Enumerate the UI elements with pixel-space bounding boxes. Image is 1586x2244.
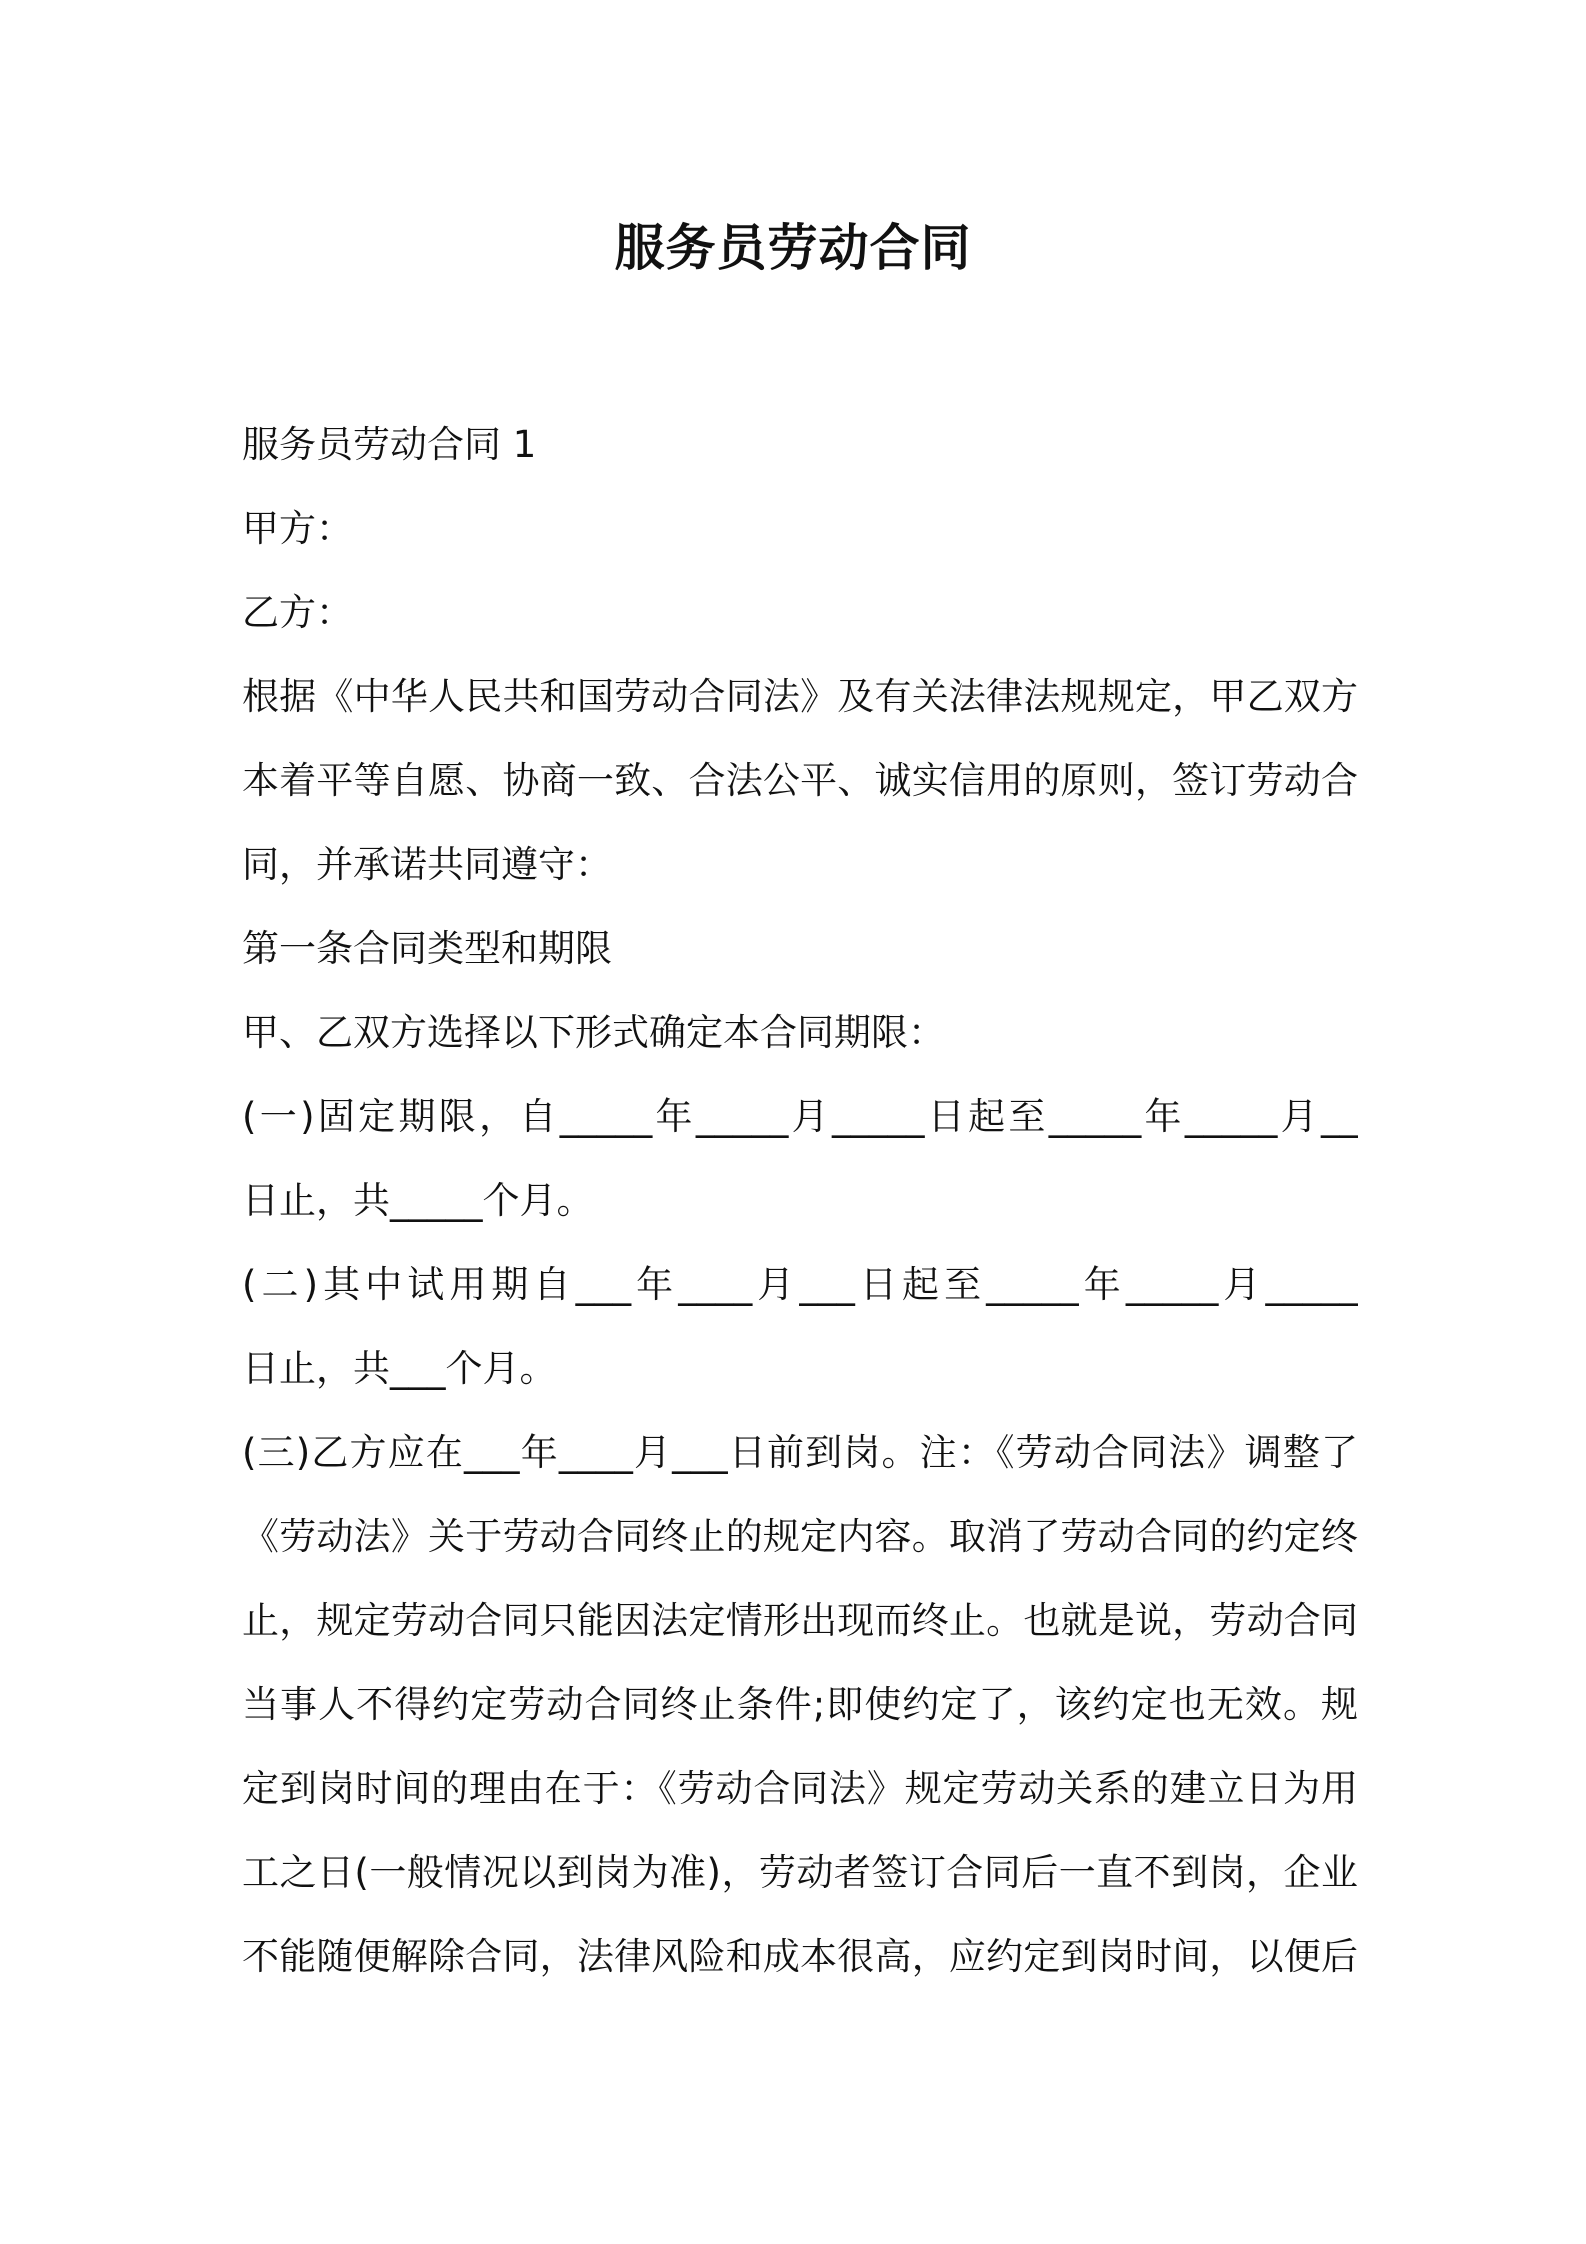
paragraph-line: 止，规定劳动合同只能因法定情形出现而终止。也就是说，劳动合同 — [242, 1599, 1358, 1642]
paragraph-line: 《劳动法》关于劳动合同终止的规定内容。取消了劳动合同的约定终 — [242, 1515, 1358, 1558]
paragraph-line: 本着平等自愿、协商一致、合法公平、诚实信用的原则，签订劳动合 — [242, 759, 1358, 802]
document-title: 服务员劳动合同 — [614, 219, 972, 277]
paragraph-line: (一)固定期限，自_____年_____月_____日起至_____年_____月__ — [242, 1095, 1358, 1138]
section-heading: 服务员劳动合同 1 — [242, 423, 537, 466]
article-heading: 第一条合同类型和期限 — [242, 927, 612, 970]
party-a-line: 甲方： — [242, 507, 353, 550]
paragraph-line: 定到岗时间的理由在于：《劳动合同法》规定劳动关系的建立日为用 — [242, 1767, 1358, 1810]
paragraph-line: 日止，共___个月。 — [242, 1347, 557, 1390]
paragraph-line: 日止，共_____个月。 — [242, 1179, 594, 1222]
document-body — [242, 403, 1358, 1999]
paragraph-line: 甲、乙双方选择以下形式确定本合同期限： — [242, 1011, 945, 1054]
paragraph-line: 当事人不得约定劳动合同终止条件;即使约定了，该约定也无效。规 — [242, 1683, 1358, 1726]
paragraph-line: 不能随便解除合同，法律风险和成本很高，应约定到岗时间，以便后 — [242, 1935, 1358, 1978]
paragraph-line: 工之日(一般情况以到岗为准)，劳动者签订合同后一直不到岗，企业 — [242, 1851, 1358, 1894]
paragraph-line: 根据《中华人民共和国劳动合同法》及有关法律法规规定，甲乙双方 — [242, 675, 1358, 718]
party-b-line: 乙方： — [242, 591, 353, 634]
paragraph-line: (三)乙方应在___年____月___日前到岗。注：《劳动合同法》调整了 — [242, 1431, 1358, 1474]
paragraph-line: 同，并承诺共同遵守： — [242, 843, 612, 886]
paragraph-line: (二)其中试用期自___年____月___日起至_____年_____月_____ — [242, 1263, 1358, 1306]
